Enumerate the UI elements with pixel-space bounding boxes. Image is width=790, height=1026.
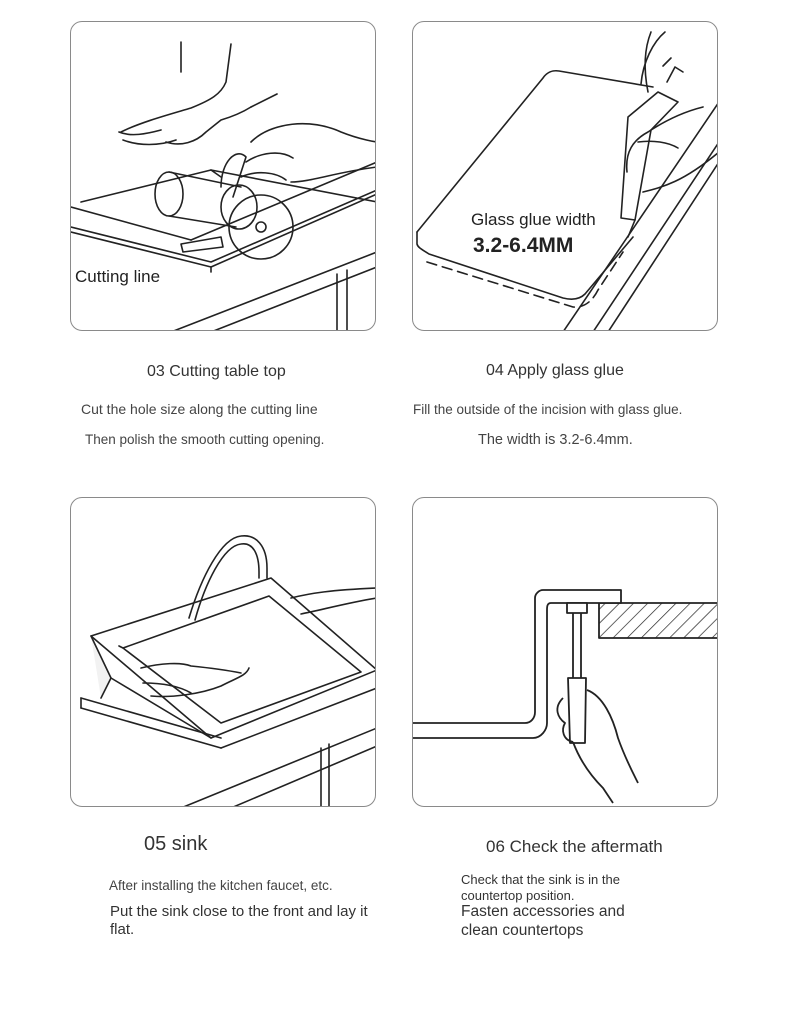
step-05-title: 05 sink	[144, 833, 208, 855]
step-04-line-2: The width is 3.2-6.4mm.	[478, 432, 633, 448]
step-03-illustration	[70, 21, 376, 331]
check-illustration	[413, 498, 718, 807]
step-06-illustration	[412, 497, 718, 807]
step-03-line-1: Cut the hole size along the cutting line	[81, 401, 318, 417]
step-03-line-2: Then polish the smooth cutting opening.	[85, 432, 325, 447]
step-06-line-2: Fasten accessories and clean countertops	[461, 903, 625, 939]
step-04-title: 04 Apply glass glue	[486, 362, 624, 379]
step-05-illustration	[70, 497, 376, 807]
step-06-line-1: Check that the sink is in the countertop position.	[461, 872, 620, 903]
sink-illustration	[71, 498, 376, 807]
glue-width-value: 3.2-6.4MM	[473, 234, 574, 257]
glue-width-label: Glass glue width	[471, 210, 596, 229]
cutting-line-label: Cutting line	[75, 267, 161, 286]
step-05-line-2: Put the sink close to the front and lay it flat.	[110, 903, 368, 938]
step-05-line-1: After installing the kitchen faucet, etc.	[109, 878, 333, 893]
step-03-title: 03 Cutting table top	[147, 363, 286, 380]
glue-illustration	[413, 22, 718, 331]
step-04-illustration	[412, 21, 718, 331]
step-06-title: 06 Check the aftermath	[486, 837, 663, 856]
step-04-line-1: Fill the outside of the incision with glass glue.	[413, 402, 683, 417]
